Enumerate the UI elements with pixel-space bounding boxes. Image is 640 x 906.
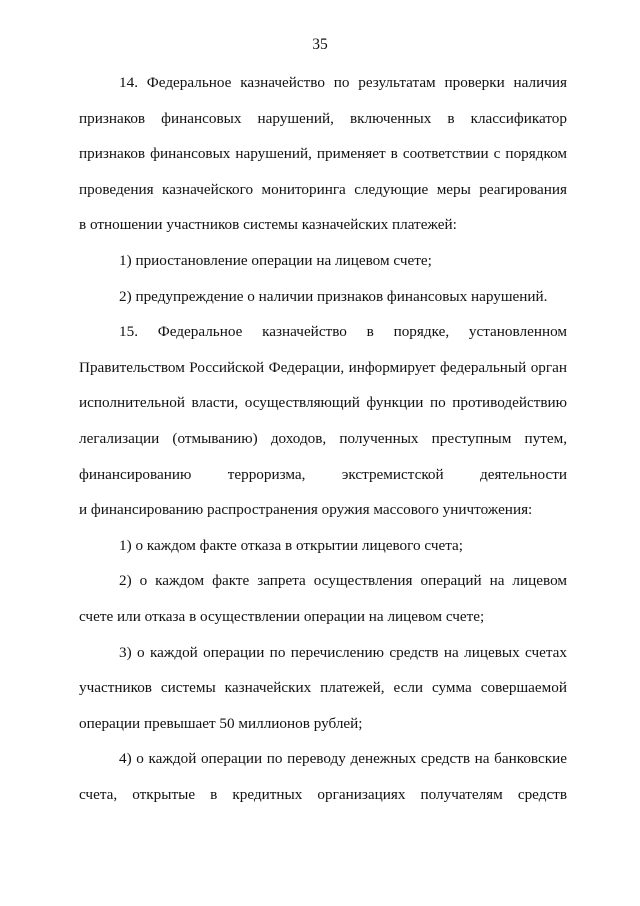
list-item: 2) предупреждение о наличии признаков финансовых нарушений. bbox=[119, 287, 548, 305]
text-line: признаков финансовых нарушений, включенных в классификатор bbox=[79, 109, 567, 127]
text-line: Правительством Российской Федерации, информирует федеральный орган bbox=[79, 358, 567, 376]
document-body bbox=[79, 65, 567, 812]
text-line: участников системы казначейских платежей, если сумма совершаемой bbox=[79, 679, 567, 697]
text-line: в отношении участников системы казначейских платежей: bbox=[79, 216, 457, 234]
text-line: и финансированию распространения оружия массового уничтожения: bbox=[79, 501, 533, 519]
list-item: 4) о каждой операции по переводу денежных средств на банковские bbox=[119, 750, 567, 768]
list-item: 1) приостановление операции на лицевом счете; bbox=[119, 251, 432, 269]
text-line: легализации (отмыванию) доходов, полученных преступным путем, bbox=[79, 429, 567, 447]
text-line: операции превышает 50 миллионов рублей; bbox=[79, 714, 363, 732]
text-line: счете или отказа в осуществлении операции на лицевом счете; bbox=[79, 607, 485, 625]
list-item: 1) о каждом факте отказа в открытии лицевого счета; bbox=[119, 536, 463, 554]
text-line: исполнительной власти, осуществляющий функции по противодействию bbox=[79, 394, 567, 412]
text-line: 14. Федеральное казначейство по результатам проверки наличия bbox=[119, 74, 567, 91]
text-line: признаков финансовых нарушений, применяет в соответствии с порядком bbox=[79, 145, 567, 163]
page-number: 35 bbox=[312, 36, 328, 53]
text-line: проведения казначейского мониторинга следующие меры реагирования bbox=[79, 180, 567, 198]
list-item: 3) о каждой операции по перечислению средств на лицевых счетах bbox=[119, 643, 567, 661]
text-line: счета, открытые в кредитных организациях получателям средств bbox=[79, 785, 567, 803]
text-line: 15. Федеральное казначейство в порядке, установленном bbox=[119, 323, 567, 341]
text-line: финансированию терроризма, экстремистской деятельности bbox=[79, 465, 567, 483]
list-item: 2) о каждом факте запрета осуществления операций на лицевом bbox=[119, 572, 567, 590]
